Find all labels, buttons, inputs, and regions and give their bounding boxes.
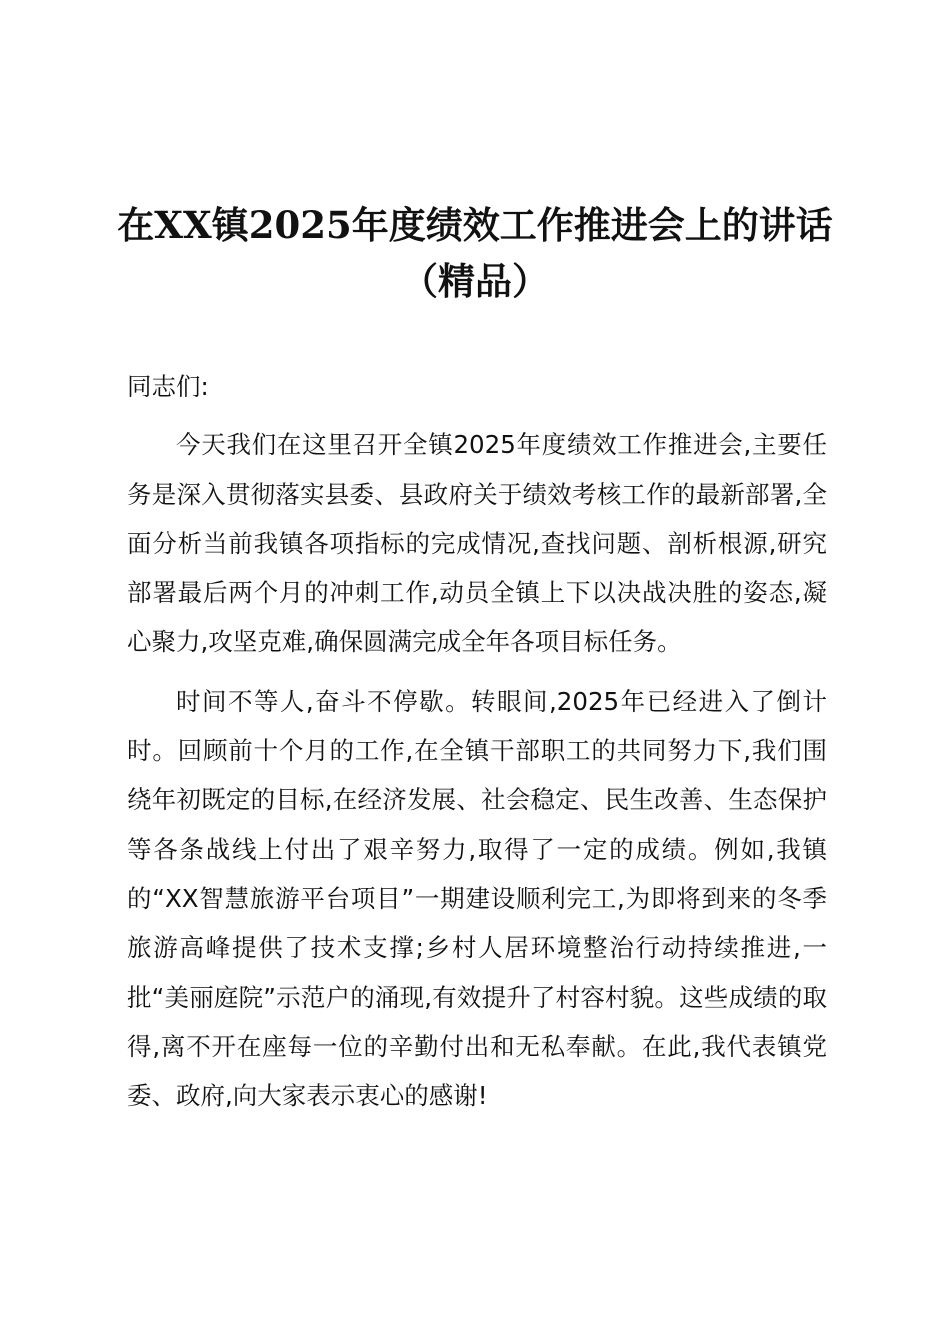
document-title: 在XX镇2025年度绩效工作推进会上的讲话（精品） [117,203,833,303]
paragraph-1: 今天我们在这里召开全镇2025年度绩效工作推进会,主要任务是深入贯彻落实县委、县政府关于绩效考核工作的最新部署,全面分析当前我镇各项指标的完成情况,查找问题、剖析根源,研究部署最后两个月的冲刺工作,动员全镇上下以决战决胜的姿态,凝心聚力,攻坚克难,确保圆满完成全年各项目标任务。 [127,430,827,657]
salutation: 同志们: [127,372,209,401]
document-body [127,362,827,1130]
paragraph-2: 时间不等人,奋斗不停歇。转眼间,2025年已经进入了倒计时。回顾前十个月的工作,在全镇干部职工的共同努力下,我们围绕年初既定的目标,在经济发展、社会稳定、民生改善、生态保护等各条战线上付出了艰辛努力,取得了一定的成绩。例如,我镇的“XX智慧旅游平台项目”一期建设顺利完工,为即将到来的冬季旅游高峰提供了技术支撑;乡村人居环境整治行动持续推进,一批“美丽庭院”示范户的涌现,有效提升了村容村貌。这些成绩的取得,离不开在座每一位的辛勤付出和无私奉献。在此,我代表镇党委、政府,向大家表示衷心的感谢! [127,686,827,1111]
